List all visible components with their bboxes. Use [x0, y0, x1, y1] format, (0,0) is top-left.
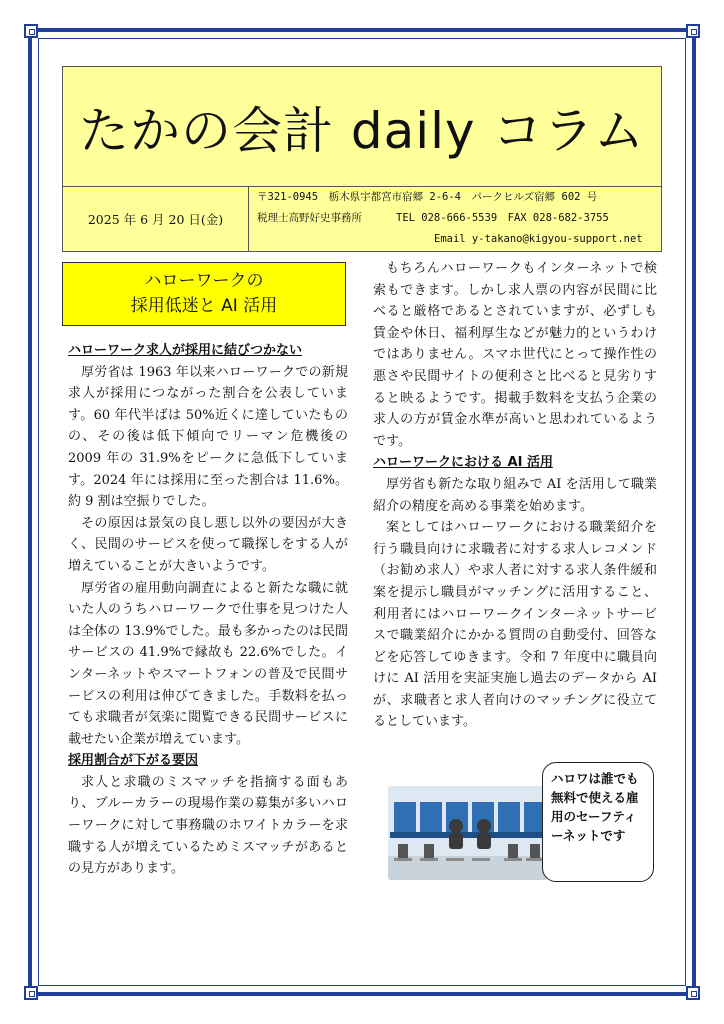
article-headline: [62, 262, 346, 326]
article-column-left: [68, 340, 348, 880]
section-heading: 採用割合が下がる要因: [68, 753, 199, 769]
masthead: [62, 66, 662, 252]
masthead-title-area: [63, 67, 661, 187]
frame-corner-ornament: [24, 986, 38, 1000]
office-tel-fax: TEL 028-666-5539 FAX 028-682-3755: [396, 212, 609, 224]
office-contact: [249, 187, 661, 251]
frame-corner-ornament: [24, 24, 38, 38]
paragraph: 厚労省も新たな取り組みで AI を活用して職業紹介の精度を高める事業を始めます。: [373, 476, 657, 514]
speech-bubble: ハロワは誰でも無料で使える雇用のセーフティーネットです: [542, 762, 654, 882]
headline-line-1: ハローワークの: [144, 271, 264, 291]
article-column-right: [373, 258, 657, 733]
office-address: 〒321-0945 栃木県宇都宮市宿郷 2-6-4 パークヒルズ宿郷 602 号: [257, 191, 598, 203]
office-name: 税理士高野好史事務所: [257, 212, 362, 224]
frame-corner-ornament: [686, 986, 700, 1000]
issue-date: 2025 年 6 月 20 日(金): [63, 187, 249, 251]
headline-line-2: 採用低迷と AI 活用: [130, 296, 278, 316]
job-center-illustration: [388, 786, 548, 880]
page-title: たかの会計 daily コラム: [78, 102, 646, 160]
paragraph: 厚労省は 1963 年以来ハローワークでの新規求人が採用につながった割合を公表しています。60 年代半ばは 50%近くに達していたものの、その後は低下傾向でリーマン危機後の 2009 年の 31.9%をピークに急低下しています。2024 年には採用に至った割合は 11.6%。約 9 割は空振りでした。: [68, 364, 348, 510]
office-email: Email y-takano@kigyou-support.net: [434, 233, 643, 245]
office-booths-icon: [388, 786, 548, 880]
paragraph: その原因は景気の良し悪し以外の要因が大きく、民間のサービスを使って職探しをする人が増えていることが大きいようです。: [68, 515, 348, 574]
paragraph: 案としてはハローワークにおける職業紹介を行う職員向けに求職者に対する求人レコメンド（お勧め求人）や求人者に対する求人条件緩和案を提示し職員がマッチングに活用すること、利用者にはハローワークインターネットサービスで職業紹介にかかる質問の自動受付、回答などを応答してゆきます。令和 7 年度中に職員向けに AI 活用を実証実施し過去のデータから AI が、求職者と求人者向けのマッチングに役立てるとしています。: [373, 520, 657, 730]
paragraph: 求人と求職のミスマッチを指摘する面もあり、ブルーカラーの現場作業の募集が多いハローワークに対して事務職のホワイトカラーを求職する人が増えているためミスマッチがあるとの見方があります。: [68, 774, 348, 877]
paragraph: もちろんハローワークもインターネットで検索もできます。しかし求人票の内容が民間に比べると厳格であるとされていますが、必ずしも賃金や休日、福利厚生などが魅力的というわけではありません。スマホ世代にとって操作性の悪さや民間サイトの便利さと比べると見劣りすると映るようです。掲載手数料を支払う企業の求人の方が賃金水準が高いと思われているようです。: [373, 261, 657, 449]
frame-corner-ornament: [686, 24, 700, 38]
paragraph: 厚労省の雇用動向調査によると新たな職に就いた人のうちハローワークで仕事を見つけた人は全体の 13.9%でした。最も多かったのは民間サービスの 41.9%で縁故も 22.6%でした。インターネットやスマートフォンの普及で民間サービスの利用は伸びてきました。手数料を払っても求職者が気楽に閲覧できる民間サービスに載せたい企業が増えています。: [68, 580, 348, 747]
section-heading: ハローワーク求人が採用に結びつかない: [68, 343, 303, 358]
section-heading: ハローワークにおける AI 活用: [373, 455, 553, 471]
